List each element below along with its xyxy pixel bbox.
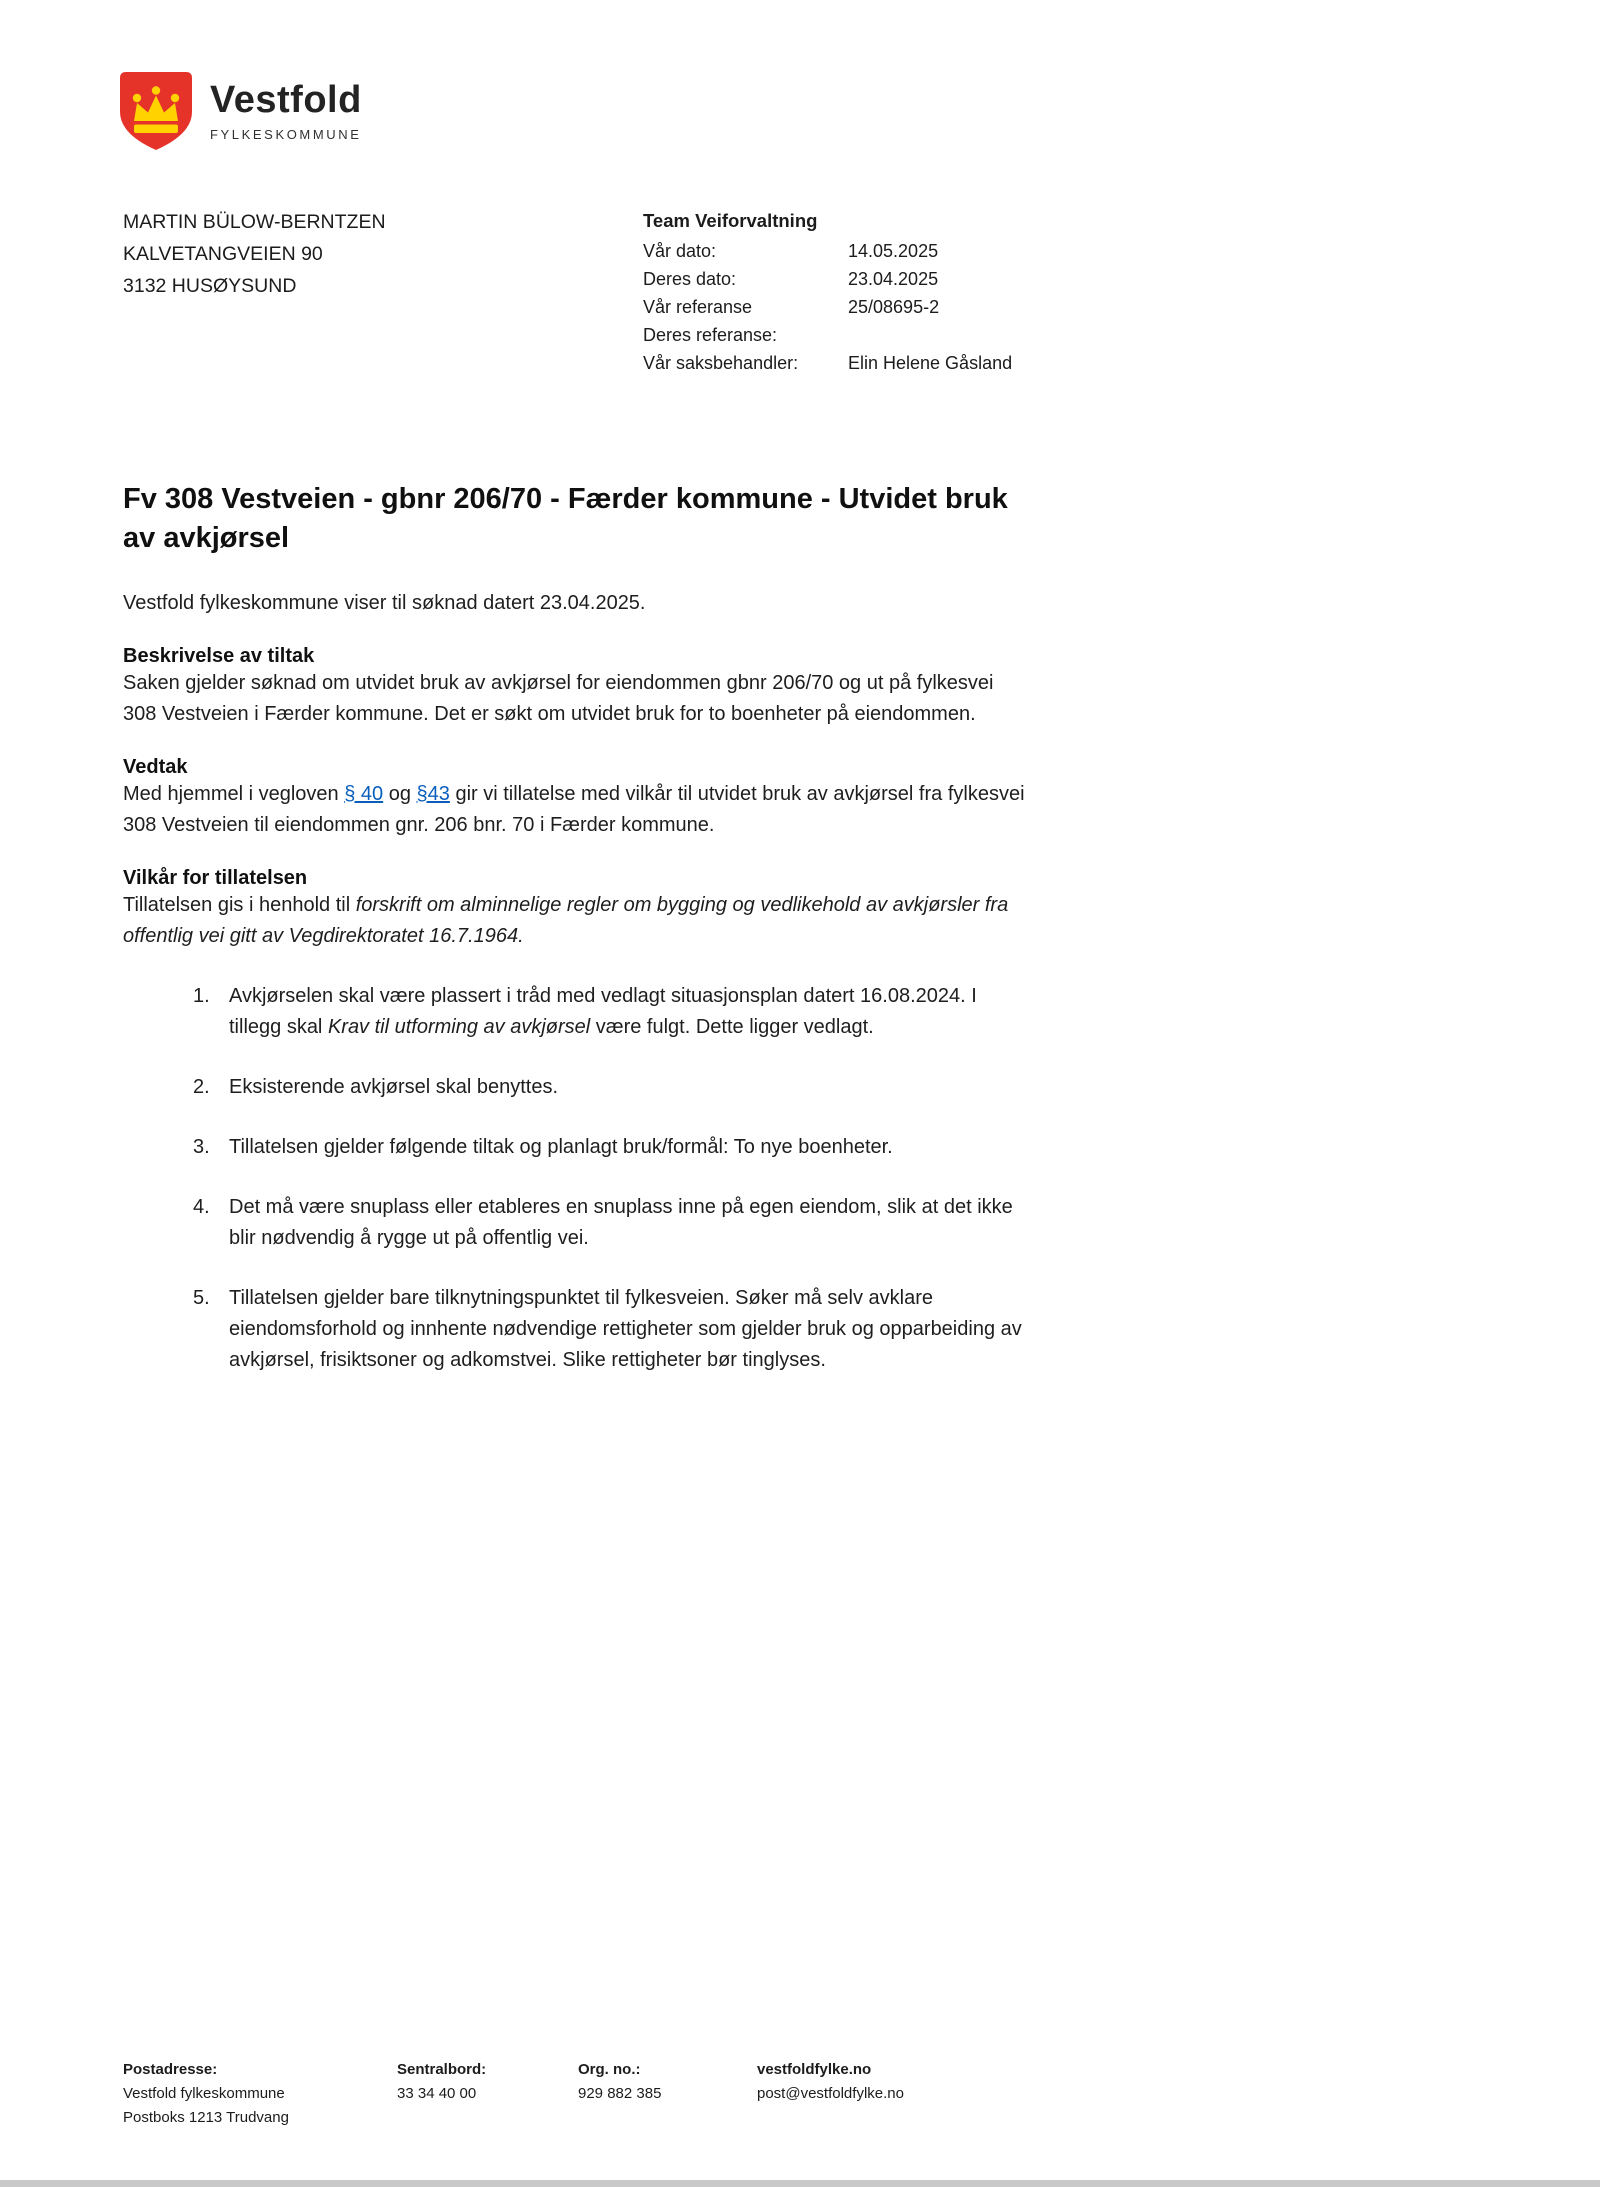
condition-number: 2. — [193, 1075, 210, 1098]
recipient-line: KALVETANGVEIEN 90 — [123, 243, 323, 265]
footer-column-title: vestfoldfylke.no — [757, 2061, 872, 2078]
condition-item — [193, 1132, 1028, 1163]
recipient-address — [123, 206, 386, 302]
condition-text: Eksisterende avkjørsel skal benyttes. — [229, 1075, 559, 1098]
condition-text: Tillatelsen gjelder bare tilknytningspunktet til fylkesveien. Søker må selv avklare eiendomsforhold og innhente nødvendige rettigheter som gjelder bruk og opparbeiding av avkjørsel, frisiktsoner og adkomstvei. Slike rettigheter bør tinglyses. — [229, 1286, 1022, 1371]
vedtak-text: gir vi tillatelse med vilkår til utvidet bruk av avkjørsel fra fylkesvei 308 Vestveien til eiendommen gnr. 206 bnr. 70 i Færder kommune. — [123, 782, 1025, 836]
condition-item — [193, 1283, 1028, 1376]
footer-switchboard — [397, 2058, 578, 2130]
vilkaar-italic-text: forskrift om alminnelige regler om bygging og vedlikehold av avkjørsler fra offentlig vei gitt av Vegdirektoratet 16.7.1964. — [123, 893, 1009, 947]
condition-text: Tillatelsen gjelder følgende tiltak og planlagt bruk/formål: To nye boenheter. — [229, 1135, 893, 1158]
letter-body — [123, 480, 1028, 1405]
recipient-line: 3132 HUSØYSUND — [123, 275, 297, 297]
logo-text — [210, 72, 362, 142]
vestfold-crest-icon — [120, 72, 192, 155]
meta-label: Vår saksbehandler: — [643, 353, 799, 373]
meta-row-deres-referanse — [643, 321, 1012, 349]
footer-column-title: Org. no.: — [578, 2061, 641, 2078]
section-heading-beskrivelse: Beskrivelse av tiltak — [123, 644, 315, 667]
meta-label: Deres referanse: — [643, 325, 778, 345]
condition-item — [193, 1072, 1028, 1103]
meta-label: Vår dato: — [643, 241, 717, 261]
page-title: Fv 308 Vestveien - gbnr 206/70 - Færder kommune - Utvidet bruk av avkjørsel — [123, 483, 1008, 554]
footer-postal-address — [123, 2058, 397, 2130]
team-name: Team Veiforvaltning — [643, 210, 818, 231]
meta-label: Vår referanse — [643, 297, 753, 317]
vegloven-paragraph-43-link[interactable]: §43 — [416, 782, 450, 805]
recipient-line: MARTIN BÜLOW-BERNTZEN — [123, 211, 386, 233]
footer-web-contact — [757, 2058, 904, 2130]
vedtak-text: Med hjemmel i vegloven — [123, 782, 345, 805]
logo-subtitle: FYLKESKOMMUNE — [210, 126, 362, 142]
vedtak-text: og — [383, 782, 417, 805]
condition-text: Det må være snuplass eller etableres en snuplass inne på egen eiendom, slik at det ikke blir nødvendig å rygge ut på offentlig vei. — [229, 1195, 1013, 1249]
section-heading-vilkaar: Vilkår for tillatelsen — [123, 866, 308, 889]
vestfold-logo — [120, 72, 362, 155]
condition-text: Avkjørselen skal være plassert i tråd med vedlagt situasjonsplan datert 16.08.2024. I tillegg skal Krav til utforming av avkjørsel være fulgt. Dette ligger vedlagt. — [229, 984, 977, 1038]
condition-item — [193, 981, 1028, 1043]
condition-item — [193, 1192, 1028, 1254]
vegloven-paragraph-40-link[interactable]: § 40 — [344, 782, 384, 805]
vilkaar-text: Tillatelsen gis i henhold til — [123, 893, 356, 916]
meta-value: 23.04.2025 — [848, 269, 939, 289]
meta-value: Elin Helene Gåsland — [848, 353, 1013, 373]
meta-row-saksbehandler — [643, 349, 1012, 377]
meta-row-deres-dato — [643, 265, 1012, 293]
vedtak-paragraph — [123, 779, 1028, 841]
meta-value: 14.05.2025 — [848, 241, 939, 261]
footer-line: Vestfold fylkeskommune — [123, 2085, 285, 2102]
condition-number: 1. — [193, 984, 210, 1007]
footer-line: 33 34 40 00 — [397, 2085, 477, 2102]
condition-number: 3. — [193, 1135, 210, 1158]
condition-italic-text: Krav til utforming av avkjørsel — [327, 1015, 591, 1038]
beskrivelse-paragraph: Saken gjelder søknad om utvidet bruk av avkjørsel for eiendommen gbnr 206/70 og ut på fylkesvei 308 Vestveien i Færder kommune. Det er søkt om utvidet bruk for to boenheter på eiendommen. — [123, 671, 994, 725]
page-edge-bar — [0, 2180, 1600, 2187]
vilkaar-paragraph — [123, 890, 1028, 952]
meta-value: 25/08695-2 — [848, 297, 940, 317]
logo-name: Vestfold — [210, 79, 362, 121]
footer-column-title: Postadresse: — [123, 2061, 218, 2078]
footer-line: 929 882 385 — [578, 2085, 662, 2102]
footer-column-title: Sentralbord: — [397, 2061, 487, 2078]
intro-paragraph: Vestfold fylkeskommune viser til søknad datert 23.04.2025. — [123, 591, 646, 614]
condition-number: 4. — [193, 1195, 210, 1218]
footer-line: post@vestfoldfylke.no — [757, 2085, 904, 2102]
meta-row-var-referanse — [643, 293, 1012, 321]
section-heading-vedtak: Vedtak — [123, 755, 188, 778]
letter-footer — [123, 2058, 1483, 2130]
meta-row-var-dato — [643, 237, 1012, 265]
footer-line: Postboks 1213 Trudvang — [123, 2109, 289, 2126]
condition-number: 5. — [193, 1286, 210, 1309]
case-metadata — [643, 207, 1012, 377]
meta-label: Deres dato: — [643, 269, 737, 289]
footer-org-number — [578, 2058, 757, 2130]
conditions-list — [123, 981, 1028, 1376]
